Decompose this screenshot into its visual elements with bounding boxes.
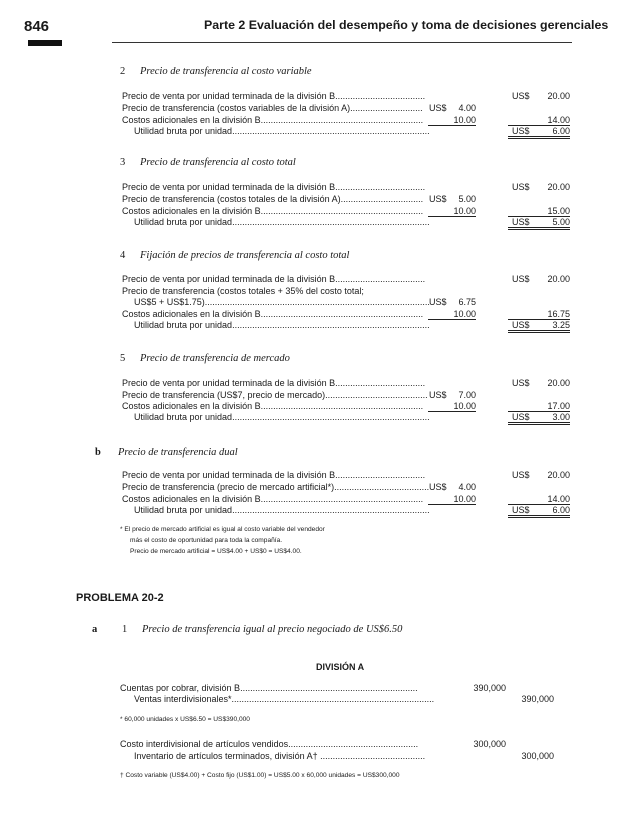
row-additional-costs: Costos adicionales en la división B................................................................. xyxy=(122,206,424,216)
additional-costs-value: 10.00 xyxy=(428,401,476,412)
problem-heading: PROBLEMA 20-2 xyxy=(76,592,164,604)
row-additional-costs: Costos adicionales en la división B................................................................. xyxy=(122,309,424,319)
gross-profit-value: 5.00 xyxy=(508,217,570,230)
additional-costs-value: 10.00 xyxy=(428,309,476,320)
section-number: 3 xyxy=(120,157,126,168)
gross-profit-value: 3.00 xyxy=(508,412,570,425)
row-transfer-price: Precio de transferencia (costos variables de la división A)............................. xyxy=(122,103,423,113)
entry-credit-label: Ventas interdivisionales*................................................................................. xyxy=(134,694,435,704)
section-letter: b xyxy=(95,447,101,458)
row-sale-price: Precio de venta por unidad terminada de la división B.................................... xyxy=(122,182,426,192)
currency-label: US$ xyxy=(429,390,447,400)
currency-label: US$ xyxy=(512,274,530,284)
sale-price-value: 20.00 xyxy=(547,470,570,480)
transfer-price-value: 4.00 xyxy=(458,482,476,492)
currency-label: US$ xyxy=(512,320,530,330)
sale-price-value: 20.00 xyxy=(547,378,570,388)
total-costs-value: 14.00 xyxy=(508,115,570,126)
header-tab-marker xyxy=(28,40,62,46)
sale-price-value: 20.00 xyxy=(547,274,570,284)
section-number: 2 xyxy=(120,66,126,77)
item-number: 1 xyxy=(122,624,128,635)
gross-profit-value: 3.25 xyxy=(508,320,570,333)
transfer-price-value: 6.75 xyxy=(458,297,476,307)
currency-label: US$ xyxy=(512,91,530,101)
entry-credit-amount: 390,000 xyxy=(521,694,554,704)
total-costs-value: 15.00 xyxy=(508,206,570,217)
total-costs-value: 14.00 xyxy=(508,494,570,505)
division-heading: DIVISIÓN A xyxy=(316,662,365,672)
row-transfer-price: Precio de transferencia (costos totales de la división A)................................. xyxy=(122,194,424,204)
row-additional-costs: Costos adicionales en la división B................................................................. xyxy=(122,494,424,504)
entry-debit-label: Cuentas por cobrar, división B....................................................................... xyxy=(120,683,418,693)
sale-price-value: 20.00 xyxy=(547,182,570,192)
section-title: Precio de transferencia dual xyxy=(118,447,238,458)
section-number: 4 xyxy=(120,250,126,261)
row-gross-profit: Utilidad bruta por unidad............................................................................... xyxy=(134,126,430,136)
currency-label: US$ xyxy=(512,182,530,192)
footnote-line: * El precio de mercado artificial es igual al costo variable del vendedor xyxy=(120,526,325,533)
currency-label: US$ xyxy=(512,470,530,480)
row-gross-profit: Utilidad bruta por unidad............................................................................... xyxy=(134,505,430,515)
entry-credit-label: Inventario de artículos terminados, división A† .......................................... xyxy=(134,751,426,761)
row-additional-costs: Costos adicionales en la división B................................................................. xyxy=(122,115,424,125)
row-additional-costs: Costos adicionales en la división B................................................................. xyxy=(122,401,424,411)
sale-price-value: 20.00 xyxy=(547,91,570,101)
page-number: 846 xyxy=(24,18,50,35)
transfer-price-value: 4.00 xyxy=(458,103,476,113)
currency-label: US$ xyxy=(429,297,447,307)
row-transfer-price: Precio de transferencia (precio de mercado artificial*)...................................... xyxy=(122,482,430,492)
currency-label: US$ xyxy=(429,194,447,204)
currency-label: US$ xyxy=(512,378,530,388)
row-sale-price: Precio de venta por unidad terminada de la división B.................................... xyxy=(122,274,426,284)
row-gross-profit: Utilidad bruta por unidad............................................................................... xyxy=(134,412,430,422)
additional-costs-value: 10.00 xyxy=(428,115,476,126)
additional-costs-value: 10.00 xyxy=(428,494,476,505)
transfer-price-value: 7.00 xyxy=(458,390,476,400)
entry-credit-amount: 300,000 xyxy=(521,751,554,761)
currency-label: US$ xyxy=(429,103,447,113)
section-title: Fijación de precios de transferencia al costo total xyxy=(140,250,350,261)
footnote-line: más el costo de oportunidad para toda la compañía. xyxy=(130,537,283,544)
row-sale-price: Precio de venta por unidad terminada de la división B.................................... xyxy=(122,91,426,101)
section-number: 5 xyxy=(120,353,126,364)
row-transfer-price: Precio de transferencia (costos totales + 35% del costo total; xyxy=(122,286,364,296)
item-title: Precio de transferencia igual al precio negociado de US$6.50 xyxy=(142,624,403,635)
header-rule xyxy=(112,42,572,43)
currency-label: US$ xyxy=(512,126,530,136)
part-letter: a xyxy=(92,624,98,635)
currency-label: US$ xyxy=(512,412,530,422)
section-title: Precio de transferencia al costo variable xyxy=(140,66,312,77)
footnote-line: Precio de mercado artificial = US$4.00 + US$0 = US$4.00. xyxy=(130,548,302,555)
entry-debit-label: Costo interdivisional de artículos vendidos.................................................... xyxy=(120,739,419,749)
entry-debit-amount: 390,000 xyxy=(473,683,506,693)
row-gross-profit: Utilidad bruta por unidad............................................................................... xyxy=(134,217,430,227)
total-costs-value: 17.00 xyxy=(508,401,570,412)
currency-label: US$ xyxy=(512,217,530,227)
section-title: Precio de transferencia de mercado xyxy=(140,353,290,364)
gross-profit-value: 6.00 xyxy=(508,505,570,518)
entry-footnote: * 60,000 unidades x US$6.50 = US$390,000 xyxy=(120,716,250,723)
row-transfer-price-detail: US$5 + US$1.75).......................................................................................... xyxy=(134,297,430,307)
section-title: Precio de transferencia al costo total xyxy=(140,157,296,168)
row-sale-price: Precio de venta por unidad terminada de la división B.................................... xyxy=(122,470,426,480)
row-transfer-price: Precio de transferencia (US$7, precio de mercado)......................................... xyxy=(122,390,428,400)
row-gross-profit: Utilidad bruta por unidad............................................................................... xyxy=(134,320,430,330)
currency-label: US$ xyxy=(429,482,447,492)
chapter-title: Parte 2 Evaluación del desempeño y toma de decisiones gerenciales xyxy=(204,18,609,32)
entry-footnote: † Costo variable (US$4.00) + Costo fijo (US$1.00) = US$5.00 x 60,000 unidades = US$300,000 xyxy=(120,772,400,779)
row-sale-price: Precio de venta por unidad terminada de la división B.................................... xyxy=(122,378,426,388)
additional-costs-value: 10.00 xyxy=(428,206,476,217)
gross-profit-value: 6.00 xyxy=(508,126,570,139)
entry-debit-amount: 300,000 xyxy=(473,739,506,749)
total-costs-value: 16.75 xyxy=(508,309,570,320)
transfer-price-value: 5.00 xyxy=(458,194,476,204)
currency-label: US$ xyxy=(512,505,530,515)
